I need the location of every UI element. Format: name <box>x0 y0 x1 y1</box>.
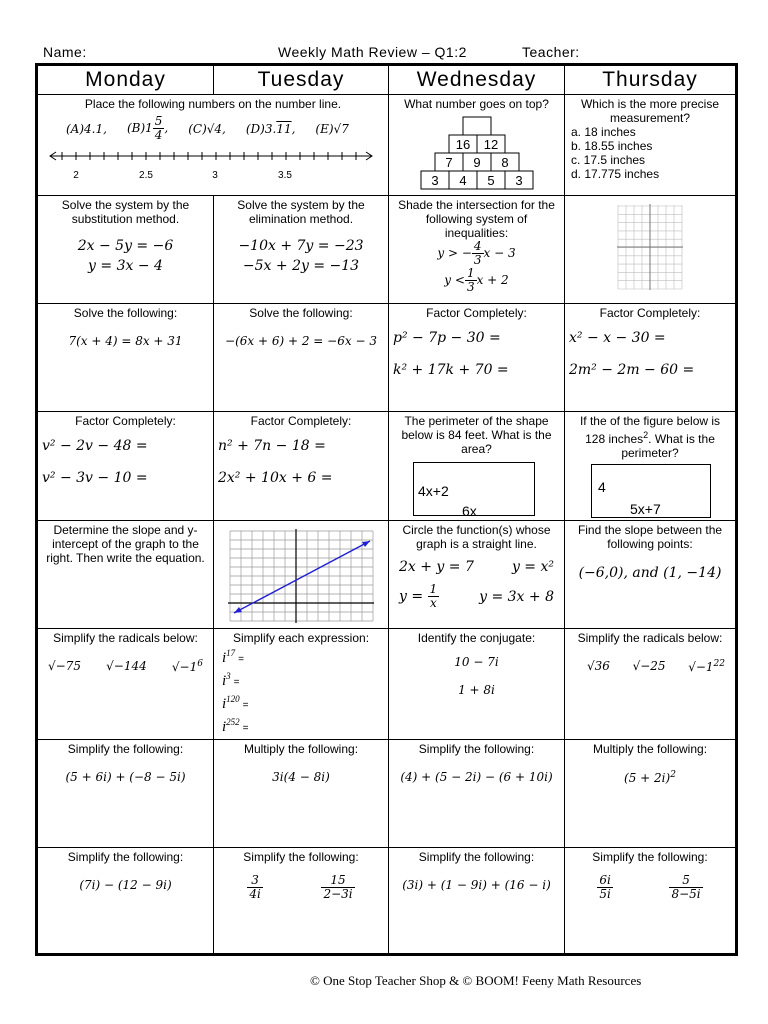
option-d: d. 17.775 inches <box>571 167 660 181</box>
radical: √−25 <box>632 659 666 673</box>
problem-cell-tue-3 <box>214 304 389 412</box>
problem-cell-thu-5 <box>565 521 736 629</box>
radical: $√-1^6$ <box>171 659 203 674</box>
tick-label-3: 3 <box>212 170 218 181</box>
instruction: If the of the figure below is 128 inches$^2$. What is the perimeter? <box>579 414 721 460</box>
coordinate-grid <box>615 202 685 292</box>
power-expression: $i^3$ = <box>222 671 240 689</box>
fraction: $\frac{3}{4i}$ <box>249 873 261 901</box>
problem-cell-wed-7 <box>389 740 565 848</box>
problem-cell-thu-6 <box>565 629 736 740</box>
instruction: Simplify each expression: <box>232 631 370 645</box>
pyramid-cell: 4 <box>458 173 467 188</box>
pyramid-cell: 3 <box>430 173 439 188</box>
expression: 2x² + 10x + 6 = <box>218 470 333 486</box>
radical: $√-1^{22}$ <box>688 659 725 674</box>
expression: v² − 2v − 48 = <box>42 438 148 454</box>
radical-row <box>42 659 209 674</box>
inequality: y > − $\frac{4}{3}$ x − 3 <box>437 239 516 267</box>
day-header-tuesday: Tuesday <box>214 66 389 95</box>
power-expression: $i^{120}$ = <box>222 694 249 712</box>
instruction: Factor Completely: <box>599 306 701 320</box>
fraction: $\frac{6i}{5i}$ <box>599 873 611 901</box>
expression: 2m² − 2m − 60 = <box>569 362 695 378</box>
number-options <box>42 115 384 142</box>
expression: (3i) + (1 − 9i) + (16 − i) <box>402 878 551 892</box>
problem-cell-wed-6 <box>389 629 565 740</box>
pyramid-cell: 7 <box>444 155 453 170</box>
instruction: Solve the following: <box>249 306 353 320</box>
rectangle-figure <box>591 464 711 518</box>
day-header-monday: Monday <box>38 66 214 95</box>
problem-cell-thu-3 <box>565 304 736 412</box>
equation: y = 3x − 4 <box>88 258 163 274</box>
worksheet-title: Weekly Math Review – Q1:2 <box>278 44 467 60</box>
inequality: y < $\frac{1}{3}$ x + 2 <box>444 266 509 294</box>
equation: 7(x + 4) = 8x + 31 <box>68 334 183 348</box>
answer-options <box>569 125 731 181</box>
worksheet-grid <box>35 63 738 956</box>
instruction: Determine the slope and y-intercept of the graph to the right. Then write the equation. <box>46 523 205 565</box>
problem-cell-tue-2 <box>214 196 389 304</box>
pyramid-cell: 8 <box>500 155 509 170</box>
function-row <box>393 583 560 610</box>
instruction: Shade the intersection for the following system of inequalities: <box>398 198 555 240</box>
instruction: Factor Completely: <box>75 414 176 428</box>
instruction: Which is the more precise measurement? <box>580 97 720 125</box>
bottom-label: 6x <box>462 503 477 519</box>
equation-system <box>218 236 384 276</box>
problem-cell-thu-7 <box>565 740 736 848</box>
points: (−6,0), and (1, −14) <box>578 565 722 581</box>
pyramid-cell: 9 <box>472 155 481 170</box>
equation: −(6x + 6) + 2 = −6x − 3 <box>225 334 377 348</box>
expression: 1 + 8i <box>458 683 495 697</box>
problem-cell-tue-4 <box>214 412 389 521</box>
teacher-label: Teacher: <box>522 44 580 60</box>
side-label: 4 <box>598 479 606 495</box>
option-c: (C)√4, <box>188 121 226 136</box>
expression: v² − 3v − 10 = <box>42 470 148 486</box>
instruction: Simplify the following: <box>243 850 359 864</box>
equation-system <box>42 236 209 276</box>
tick-label-2: 2 <box>73 170 79 181</box>
line-graph <box>226 527 376 625</box>
problem-cell-tue-7 <box>214 740 389 848</box>
function-option[interactable]: 2x + y = 7 <box>399 559 474 575</box>
number-pyramid <box>419 113 535 193</box>
expression: (7i) − (12 − 9i) <box>79 878 172 892</box>
power-expression: $i^{252}$ = <box>222 717 249 735</box>
expression: k² + 17k + 70 = <box>393 362 509 378</box>
instruction: Simplify the radicals below: <box>577 631 723 645</box>
rectangle-figure <box>413 462 535 519</box>
instruction: Factor Completely: <box>250 414 352 428</box>
day-header-thursday: Thursday <box>565 66 736 95</box>
problem-cell-mon-8 <box>38 848 214 954</box>
pyramid-cell: 12 <box>483 137 498 152</box>
instruction: Solve the following: <box>73 306 178 320</box>
instruction: Identify the conjugate: <box>417 631 536 645</box>
fraction: $\frac{5}{8-5i}$ <box>671 873 701 901</box>
radical-row <box>569 659 731 674</box>
expression: 3i(4 − 8i) <box>272 770 330 784</box>
instruction: Simplify the following: <box>67 742 184 756</box>
problem-cell-thu-8 <box>565 848 736 954</box>
function-row <box>393 559 560 575</box>
problem-cell-thu-1 <box>565 95 736 196</box>
problem-cell-mon-2 <box>38 196 214 304</box>
instruction: Simplify the following: <box>418 742 535 756</box>
option-b: (B)1 $\frac{5}{4}$ , <box>126 114 169 142</box>
instruction: Find the slope between the following points: <box>577 523 723 551</box>
radical: √−75 <box>48 659 81 673</box>
expression: (4) + (5 − 2i) − (6 + 10i) <box>400 770 553 784</box>
problem-cell-mon-6 <box>38 629 214 740</box>
problem-cell-mon-5 <box>38 521 214 629</box>
problem-cell-tue-8 <box>214 848 389 954</box>
instruction: Simplify the following: <box>418 850 535 864</box>
fraction-row <box>218 874 384 901</box>
radical: √−144 <box>106 659 147 673</box>
option-c: c. 17.5 inches <box>571 153 646 167</box>
problem-cell-mon-3 <box>38 304 214 412</box>
side-label: 4x+2 <box>418 483 449 499</box>
equation: −10x + 7y = −23 <box>238 238 364 254</box>
problem-cell-mon-tue-1 <box>38 95 389 196</box>
equation: −5x + 2y = −13 <box>242 258 360 274</box>
instruction: Solve the system by the elimination method. <box>237 198 365 226</box>
instruction: The perimeter of the shape below is 84 feet. What is the area? <box>401 414 552 456</box>
instruction: Simplify the radicals below: <box>53 631 198 645</box>
pyramid-cell: 5 <box>486 173 495 188</box>
function-option[interactable]: y = 3x + 8 <box>479 588 554 605</box>
fraction-row <box>569 874 731 901</box>
function-option[interactable]: y = $\frac{1}{x}$ <box>399 582 438 610</box>
problem-cell-wed-2 <box>389 196 565 304</box>
function-option[interactable]: y = x² <box>511 559 554 575</box>
problem-cell-mon-4 <box>38 412 214 521</box>
expression: n² + 7n − 18 = <box>218 438 326 454</box>
instruction: Circle the function(s) whose graph is a straight line. <box>402 523 551 551</box>
instruction: Factor Completely: <box>426 306 527 320</box>
instruction: Place the following numbers on the number line. <box>84 97 342 111</box>
expression: x² − x − 30 = <box>569 330 666 346</box>
instruction: What number goes on top? <box>404 97 549 111</box>
problem-cell-wed-8 <box>389 848 565 954</box>
option-b: b. 18.55 inches <box>571 139 653 153</box>
graph-arrow <box>362 541 370 547</box>
expression: 10 − 7i <box>454 655 499 669</box>
pyramid-cell: 16 <box>455 137 470 152</box>
name-label: Name: <box>43 44 87 60</box>
pyramid-cell: 3 <box>514 173 523 188</box>
expression: p² − 7p − 30 = <box>393 330 501 346</box>
bottom-label: 5x+7 <box>630 501 661 517</box>
power-expression: $i^{17}$ = <box>222 648 244 666</box>
option-a: (A)4.1, <box>66 121 107 136</box>
option-d: (D)3.11, <box>245 121 296 136</box>
problem-cell-thu-2 <box>565 196 736 304</box>
problem-cell-thu-4 <box>565 412 736 521</box>
radical: √36 <box>587 659 610 673</box>
fraction: $\frac{15}{2-3i}$ <box>323 873 353 901</box>
inequality-system <box>393 240 560 294</box>
problem-cell-wed-1 <box>389 95 565 196</box>
problem-cell-tue-6 <box>214 629 389 740</box>
option-e: (E)√7 <box>315 121 349 136</box>
instruction: Simplify the following: <box>67 850 184 864</box>
copyright-footer: © One Stop Teacher Shop & © BOOM! Feeny Math Resources <box>310 973 642 988</box>
instruction: Multiply the following: <box>243 742 359 756</box>
option-a: a. 18 inches <box>571 125 636 139</box>
graph-line <box>234 541 370 613</box>
expression: (5 + 6i) + (−8 − 5i) <box>65 770 186 784</box>
number-line <box>42 144 382 184</box>
day-header-wednesday: Wednesday <box>389 66 565 95</box>
problem-cell-wed-4 <box>389 412 565 521</box>
problem-cell-wed-3 <box>389 304 565 412</box>
tick-label-3-5: 3.5 <box>278 170 292 181</box>
instruction: Simplify the following: <box>592 850 708 864</box>
problem-cell-mon-7 <box>38 740 214 848</box>
problem-cell-wed-5 <box>389 521 565 629</box>
tick-label-2-5: 2.5 <box>139 170 153 181</box>
instruction: Solve the system by the substitution method. <box>61 198 190 226</box>
equation: 2x − 5y = −6 <box>77 238 174 254</box>
instruction: Multiply the following: <box>592 742 708 756</box>
expression: $(5 + 2i)^2$ <box>624 770 676 785</box>
problem-cell-tue-5 <box>214 521 389 629</box>
